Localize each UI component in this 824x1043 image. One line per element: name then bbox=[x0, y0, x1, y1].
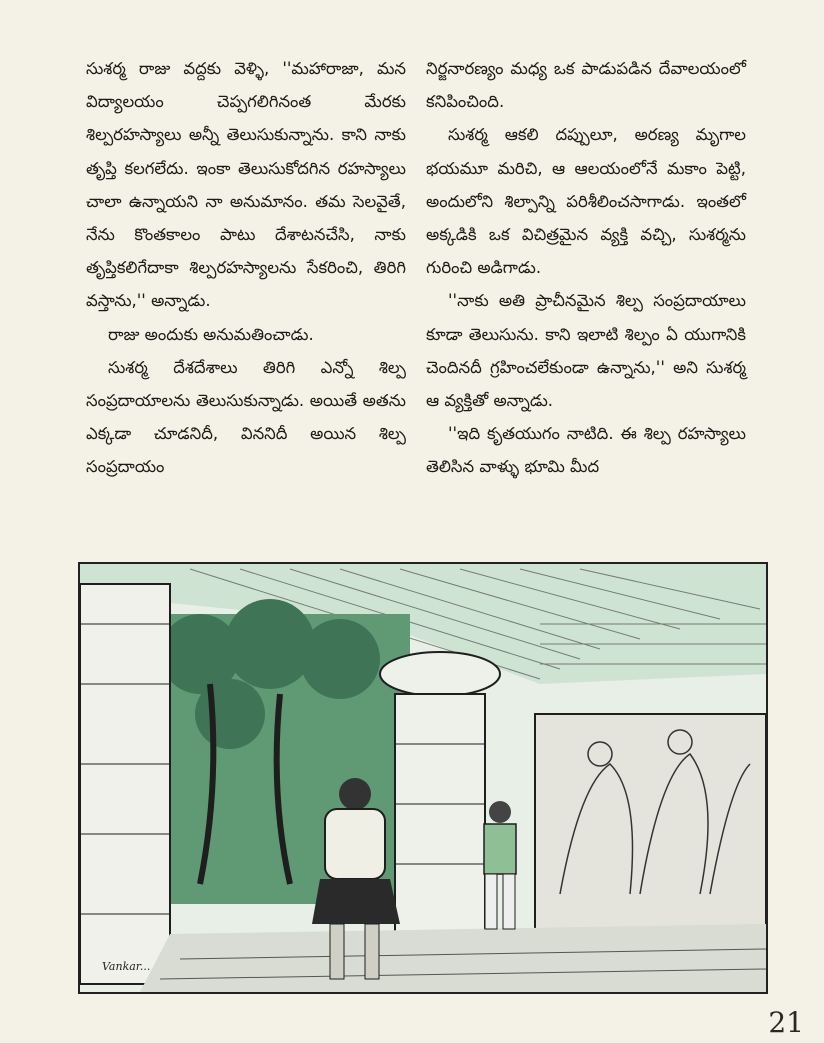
paragraph: ''ఇది కృతయుగం నాటిది. ఈ శిల్ప రహస్యాలు తెలిసిన వాళ్ళు భూమి మీద bbox=[426, 424, 746, 477]
left-text-column bbox=[86, 52, 406, 484]
paragraph: సుశర్మ దేశదేశాలు తిరిగి ఎన్నో శిల్ప సంప్రదాయాలను తెలుసుకున్నాడు. అయితే అతను ఎక్కడా చూడనిదీ, విననిదీ అయిన శిల్ప సంప్రదాయం bbox=[86, 357, 406, 477]
temple-scene-drawing bbox=[80, 564, 766, 992]
left-pillar bbox=[80, 584, 170, 984]
stranger-figure bbox=[484, 801, 516, 929]
paragraph: నిర్జనారణ్యం మధ్య ఒక పాడుపడిన దేవాలయంలో కనిపించింది. bbox=[426, 59, 746, 112]
paragraph: రాజు అందుకు అనుమతించాడు. bbox=[108, 324, 314, 344]
temple-illustration bbox=[78, 562, 768, 994]
relief-wall bbox=[535, 714, 766, 934]
right-text-column bbox=[426, 52, 746, 484]
artist-signature: Vankar... bbox=[102, 960, 151, 973]
pillar-capital bbox=[380, 652, 500, 696]
center-pillar bbox=[395, 694, 485, 944]
paragraph: సుశర్మ రాజు వద్దకు వెళ్ళి, ''మహారాజా, మన విద్యాలయం చెప్పగలిగినంత మేరకు శిల్పరహస్యాలు అన్నీ తెలుసుకున్నాను. కాని నాకు తృప్తి కలగలేదు. ఇంకా తెలుసుకోదగిన రహస్యాలు చాలా ఉన్నాయని నా అనుమానం. తమ సెలవైతే, నేను కొంతకాలం పాటు దేశాటనచేసి, నాకు తృప్తికలిగేదాకా శిల్పరహస్యాలను సేకరించి, తిరిగి వస్తాను,'' అన్నాడు. bbox=[86, 59, 406, 311]
page-number: 21 bbox=[768, 1006, 804, 1039]
paragraph: సుశర్మ ఆకలి దప్పులూ, అరణ్య మృగాల భయమూ మరిచి, ఆ ఆలయంలోనే మకాం పెట్టి, అందులోని శిల్పాన్ని పరిశీలించసాగాడు. ఇంతలో అక్కడికి ఒక విచిత్రమైన వ్యక్తి వచ్చి, సుశర్మను గురించి అడిగాడు. bbox=[426, 125, 746, 278]
paragraph: ''నాకు అతి ప్రాచీనమైన శిల్ప సంప్రదాయాలు కూడా తెలుసును. కాని ఇలాటి శిల్పం ఏ యుగానికి చెందినదీ గ్రహించలేకుండా ఉన్నాను,'' అని సుశర్మ ఆ వ్యక్తితో అన్నాడు. bbox=[426, 291, 746, 411]
